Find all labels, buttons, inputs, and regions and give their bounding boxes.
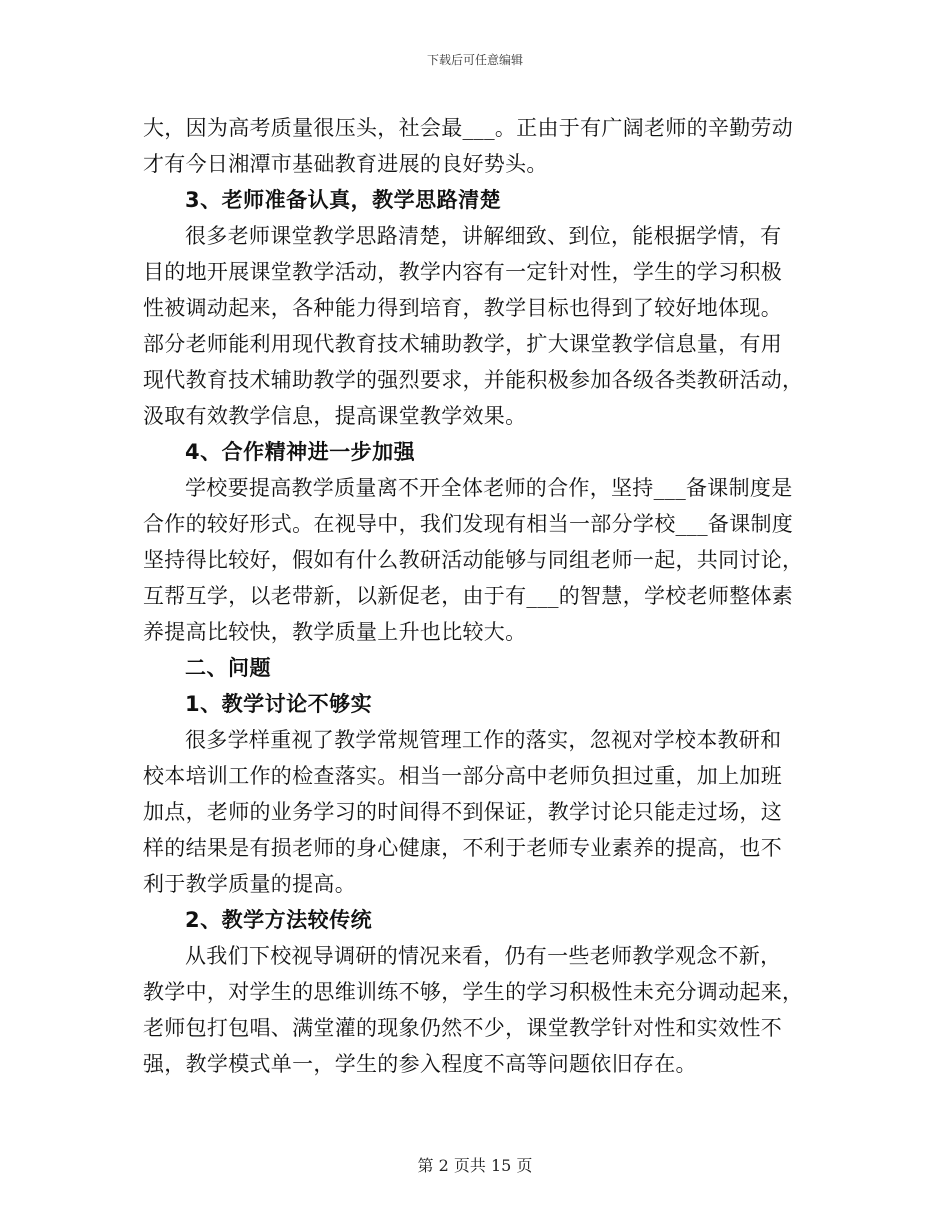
page-number-footer: 第 2 页共 15 页 <box>417 1156 533 1175</box>
section-heading: 1、教学讨论不够实 <box>185 692 373 716</box>
body-line: 强，教学模式单一，学生的参入程度不高等问题依旧存在。 <box>143 1052 697 1076</box>
document-body <box>143 110 808 1082</box>
body-line: 才有今日湘潭市基础教育进展的良好势头。 <box>143 152 548 176</box>
paragraph-first-line: 很多老师课堂教学思路清楚，讲解细致、到位，能根据学情，有 <box>185 224 782 248</box>
body-line: 样的结果是有损老师的身心健康，不利于老师专业素养的提高，也不 <box>143 836 782 860</box>
paragraph-first-line: 很多学样重视了教学常规管理工作的落实，忽视对学校本教研和 <box>185 728 782 752</box>
section-heading: 4、合作精神进一步加强 <box>185 440 416 464</box>
body-line: 利于教学质量的提高。 <box>143 872 356 896</box>
paragraph-first-line: 从我们下校视导调研的情况来看，仍有一些老师教学观念不新， <box>185 944 782 968</box>
body-line: 老师包打包唱、满堂灌的现象仍然不少，课堂教学针对性和实效性不 <box>143 1016 782 1040</box>
body-line: 合作的较好形式。在视导中，我们发现有相当一部分学校___备课制度 <box>143 512 794 536</box>
body-line: 性被调动起来，各种能力得到培育，教学目标也得到了较好地体现。 <box>143 296 782 320</box>
section-heading: 2、教学方法较传统 <box>185 908 373 932</box>
body-line: 坚持得比较好，假如有什么教研活动能够与同组老师一起，共同讨论， <box>143 548 804 572</box>
body-line: 教学中，对学生的思维训练不够，学生的学习积极性未充分调动起来， <box>143 980 804 1004</box>
body-line: 校本培训工作的检查落实。相当一部分高中老师负担过重，加上加班 <box>143 764 782 788</box>
body-line: 汲取有效教学信息，提高课堂教学效果。 <box>143 404 527 428</box>
body-line: 大，因为高考质量很压头，社会最___。正由于有广阔老师的辛勤劳动 <box>143 116 794 140</box>
section-heading: 3、老师准备认真，教学思路清楚 <box>185 188 502 212</box>
paragraph-first-line: 学校要提高教学质量离不开全体老师的合作，坚持___备课制度是 <box>185 476 793 500</box>
body-line: 目的地开展课堂教学活动，教学内容有一定针对性，学生的学习积极 <box>143 260 782 284</box>
section-heading: 二、问题 <box>185 656 271 680</box>
page-header: 下载后可任意编辑 <box>426 53 523 67</box>
body-line: 互帮互学，以老带新，以新促老，由于有___的智慧，学校老师整体素 <box>143 584 794 608</box>
body-line: 现代教育技术辅助教学的强烈要求，并能积极参加各级各类教研活动， <box>143 368 804 392</box>
body-line: 养提高比较快，教学质量上升也比较大。 <box>143 620 527 644</box>
body-line: 部分老师能利用现代教育技术辅助教学，扩大课堂教学信息量，有用 <box>143 332 782 356</box>
body-line: 加点，老师的业务学习的时间得不到保证，教学讨论只能走过场，这 <box>143 800 782 824</box>
